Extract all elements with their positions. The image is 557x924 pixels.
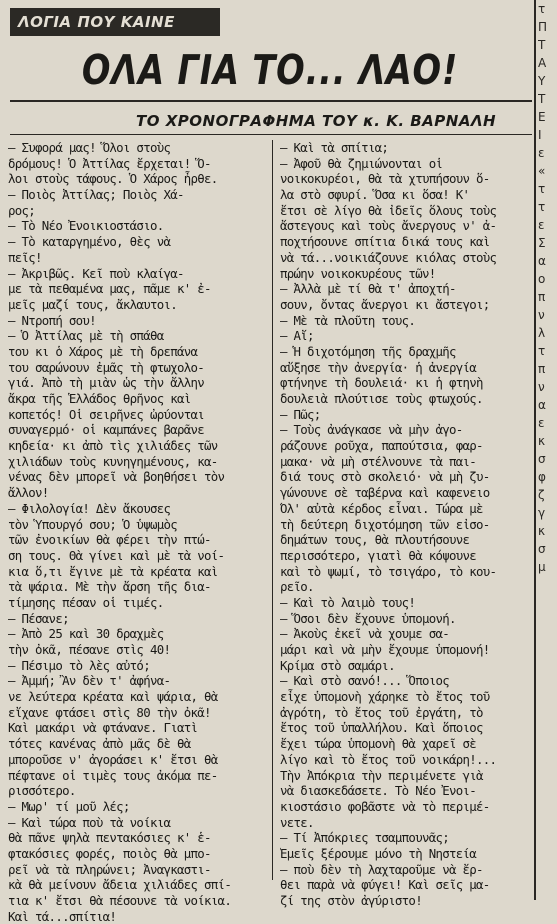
article-line: κηδεία· κι ἀπὸ τὶς χιλιάδες τῶν <box>8 438 218 454</box>
article-line: χιλιάδων τοὺς κυνηγημένους, κα- <box>8 453 218 469</box>
article-line: ράζουνε ροῦχα, παπούτσια, φαρ- <box>280 438 483 454</box>
article-line: Καὶ τά...σπίτια! <box>8 908 117 924</box>
article-line: — Πέσανε; <box>8 610 69 626</box>
adjacent-column-fragment <box>538 0 557 900</box>
article-line: — Ἀφοῦ θὰ ζημιώνονται οἱ <box>280 155 443 171</box>
adjacent-column-char: ο <box>538 272 546 286</box>
adjacent-column-char: ε <box>538 218 545 232</box>
article-line: τῶν ἐνοικίων θὰ φέρει τὴν πτώ- <box>8 532 211 548</box>
article-line: δρόμους! Ὁ Ἀττίλας ἔρχεται! Ὅ- <box>8 155 211 171</box>
left-text-column <box>8 140 270 924</box>
article-line: ἔτος τοῦ ὑπαλλήλου. Καὶ ὅποιος <box>280 720 483 736</box>
article-line: κοπετός! Οἱ σειρῆνες ὠρύονται <box>8 406 205 422</box>
article-line: τὰ ψάρια. Μὲ τὴν ἄρση τῆς δια- <box>8 579 211 595</box>
article-line: ρος; <box>8 202 36 218</box>
article-line: νε λεύτερα κρέατα καὶ ψάρια, θὰ <box>8 689 218 705</box>
adjacent-column-char: φ <box>538 470 546 484</box>
article-line: μακα· νὰ μὴ στέλνουνε τὰ παι- <box>280 453 477 469</box>
headline-rule <box>10 100 532 102</box>
article-line: — ποὺ δὲν τὴ λαχταροῦμε νὰ ἔρ- <box>280 861 483 877</box>
adjacent-column-char: Υ <box>538 74 546 88</box>
article-line: συναγερμό· οἱ καμπάνες βαρᾶνε <box>8 422 205 438</box>
adjacent-column-char: ε <box>538 416 545 430</box>
adjacent-column-char: « <box>538 164 546 178</box>
article-line: τια κ' ἔτσι θὰ πέσουνε τὰ νοίκια. <box>8 893 232 908</box>
article-line: — Τοὺς ἀνάγκασε νὰ μὴν ἀγο- <box>280 422 463 438</box>
article-line: με τὰ πεθαμένα μας, πᾶμε κ' ἐ- <box>8 281 211 297</box>
article-line: — Μὲ τὰ πλοῦτη τους. <box>280 312 416 328</box>
article-line: — Καὶ τὸ λαιμὸ τους! <box>280 594 416 610</box>
adjacent-column-char: Σ <box>538 236 546 250</box>
article-line: φτήνηνε τὴ δουλειά· κι ἡ φτηνὴ <box>280 375 483 391</box>
article-line: — Ἀκοὺς ἐκεῖ νὰ χουμε σα- <box>280 626 449 642</box>
adjacent-column-char: Τ <box>538 38 546 52</box>
adjacent-column-char: Π <box>538 20 548 34</box>
adjacent-column-char: α <box>538 398 546 412</box>
article-line: φτακόσιες φορές, ποιὸς θὰ μπο- <box>8 845 211 861</box>
adjacent-column-char: Α <box>538 56 547 70</box>
article-line: εἶχε ὑπομονὴ χάρηκε τὸ ἔτος τοῦ <box>280 689 490 705</box>
article-line: — Ντροπή σου! <box>8 312 96 328</box>
article-line: — Ἡ διχοτόμηση τῆς δραχμῆς <box>280 343 456 359</box>
article-line: πεῖς! <box>8 249 42 265</box>
article-line: ρισσότερο. <box>8 783 76 799</box>
article-line: — Ὅσοι δὲν ἔχουνε ὑπομονή. <box>280 610 456 626</box>
adjacent-column-char: μ <box>538 560 546 574</box>
article-line: — Ὁ Ἀττίλας μὲ τὴ σπάθα <box>8 328 164 344</box>
right-text-column <box>280 140 532 909</box>
article-line: μάρι καὶ νὰ μὴν ἔχουμε ὑπομονή! <box>280 642 490 657</box>
article-line: — Τί Ἀπόκριες τσαμπουνᾶς; <box>280 830 449 846</box>
article-line: — Καὶ στὸ σανό!... Ὅποιος <box>280 673 449 689</box>
article-line: — Ἀμμή; Ἂν δὲν τ' ἀφήνα- <box>8 673 171 689</box>
adjacent-column-char: σ <box>538 542 546 556</box>
article-line: τὴν ὀκᾶ, πέσανε στὶς 40! <box>8 642 171 657</box>
adjacent-column-char: κ <box>538 524 546 538</box>
article-line: ἄλλον! <box>8 485 49 501</box>
article-line: περισσότερο, γιατὶ θὰ κόψουνε <box>280 547 477 563</box>
article-line: τὴ δεύτερη διχοτόμηση τῶν εἰσο- <box>280 516 490 532</box>
adjacent-column-char: κ <box>538 434 546 448</box>
subhead-rule <box>10 134 532 135</box>
article-line: — Πῶς; <box>280 406 321 422</box>
adjacent-column-char: γ <box>538 506 546 520</box>
article-line: του σαρώνουν ἐμᾶς τὴ φτωχολο- <box>8 359 205 375</box>
article-line: πρώην νοικοκυρέους τῶν! <box>280 265 436 281</box>
article-line: — Καὶ τὰ σπίτια; <box>280 140 389 155</box>
adjacent-column-char: ν <box>538 308 545 322</box>
article-line: ρεῖ νὰ τὰ πληρώνει; Ἀναγκαστι- <box>8 861 211 877</box>
article-line: του κι ὁ Χάρος μὲ τὴ δρεπάνα <box>8 343 198 359</box>
adjacent-column-char: τ <box>538 200 546 214</box>
column-rubric: ΛΟΓΙΑ ΠΟΥ ΚΑΙΝΕ <box>10 8 220 36</box>
article-line: σουν, ὄντας ἄνεργοι κι ἄστεγοι; <box>280 296 490 312</box>
article-line: θὰ πᾶνε ψηλὰ πεντακόσιες κ' ἑ- <box>8 830 211 846</box>
article-line: δουλειὰ πλούτισε τοὺς φτωχούς. <box>280 391 483 406</box>
article-line: εἴχανε φτάσει στὶς 80 τὴν ὀκᾶ! <box>8 704 211 720</box>
article-line: ση τους. Θὰ γίνει καὶ μὲ τὰ νοί- <box>8 547 225 563</box>
adjacent-column-char: σ <box>538 452 546 466</box>
article-line: ἔτσι σὲ λίγο θὰ ἰδεῖς ὅλους τοὺς <box>280 202 497 218</box>
article-line: ποχτήσουνε σπίτια δικά τους καὶ <box>280 234 490 250</box>
article-line: ἄκρα τῆς Ἑλλάδος θρῆνος καὶ <box>8 391 191 406</box>
article-line: ἀγρότη, τὸ ἔτος τοῦ ἐργάτη, τὸ <box>280 704 483 720</box>
article-line: καὶ τὸ ψωμί, τὸ τσιγάρο, τὸ κου- <box>280 563 497 579</box>
article-line: — Φιλολογία! Δὲν ἄκουσες <box>8 500 171 516</box>
article-line: γιά. Ἀπὸ τὴ μιὰν ὡς τὴν ἄλλην <box>8 375 205 391</box>
article-line: ζί της στὸν ἀγύριστο! <box>280 893 422 908</box>
article-line: νένας δὲν μπορεῖ νὰ βοηθήσει τὸν <box>8 469 225 485</box>
adjacent-column-char: α <box>538 254 546 268</box>
article-line: νοικοκυρέοι, θὰ τὰ χτυπήσουν ὅ- <box>280 171 490 187</box>
adjacent-column-char: Ε <box>538 110 546 124</box>
article-line: κιοστάσιο φοβᾶστε νὰ τὸ περιμέ- <box>280 798 490 814</box>
article-line: μεῖς μαζί τους, ἄκλαυτοι. <box>8 296 177 312</box>
article-line: νὰ διασκεδάσετε. Τὸ Νέο Ἐνοι- <box>280 783 477 799</box>
adjacent-column-char: Ι <box>538 128 542 142</box>
article-line: Τὴν Ἀπόκρια τὴν περιμένετε γιὰ <box>280 767 483 783</box>
article-line: γώνουνε σὲ ταβέρνα καὶ καφενειο <box>280 485 490 501</box>
article-line: — Αἴ; <box>280 328 314 344</box>
article-line: — Καὶ τώρα ποὺ τὰ νοίκια <box>8 814 171 830</box>
article-line: τίμησης πέσαν οἱ τιμές. <box>8 594 164 610</box>
article-line: πέφτανε οἱ τιμὲς τους ἀκόμα πε- <box>8 767 218 783</box>
article-line: δημάτων τους, θὰ πλουτήσουνε <box>280 532 470 548</box>
article-line: Ὅλ' αὐτὰ κέρδος εἶναι. Τώρα μὲ <box>280 500 483 516</box>
adjacent-column-char: π <box>538 362 546 376</box>
subheadline: ΤΟ ΧΡΟΝΟΓΡΑΦΗΜΑ ΤΟΥ κ. Κ. ΒΑΡΝΑΛΗ <box>136 112 497 130</box>
adjacent-column-char: τ <box>538 2 546 16</box>
article-line: θει παρὰ νὰ φύγει! Καὶ σεῖς μα- <box>280 877 490 893</box>
adjacent-column-char: ε <box>538 146 545 160</box>
article-line: — Συφορά μας! Ὅλοι στοὺς <box>8 140 171 155</box>
article-line: — Ποιὸς Ἀττίλας; Ποιὸς Χά- <box>8 187 184 203</box>
adjacent-column-char: λ <box>538 326 546 340</box>
adjacent-column-char: π <box>538 290 546 304</box>
article-line: — Ἀκριβῶς. Κεῖ ποὺ κλαίγα- <box>8 265 184 281</box>
article-line: Καὶ μακάρι νὰ φτάνανε. Γιατὶ <box>8 720 198 736</box>
adjacent-column-char: τ <box>538 344 546 358</box>
article-line: νετε. <box>280 814 314 830</box>
adjacent-column-char: τ <box>538 182 546 196</box>
article-line: λοι στοὺς τάφους. Ὁ Χάρος ἦρθε. <box>8 171 218 187</box>
article-line: λα στὸ σφυρί. Ὅσα κι ὅσα! Κ' <box>280 187 470 203</box>
article-line: νὰ τά...νοικιάζουνε κιόλας στοὺς <box>280 249 497 265</box>
article-line: τότες κανένας ἀπὸ μᾶς δὲ θὰ <box>8 736 191 752</box>
article-line: — Ἀλλὰ μὲ τί θὰ τ' ἀποχτή- <box>280 281 456 297</box>
page-gutter-line <box>534 0 536 900</box>
article-line: Κρίμα στὸ σαμάρι. <box>280 657 395 673</box>
article-line: κια ὅ,τι ἔγινε μὲ τὰ κρέατα καὶ <box>8 563 218 579</box>
article-line: ἄστεγους καὶ τοὺς ἄνεργους ν' ἀ- <box>280 218 497 234</box>
article-line: τὸν Ὑπουργό σου; Ὁ ὑψωμὸς <box>8 516 177 532</box>
adjacent-column-char: ν <box>538 380 545 394</box>
article-line: μποροῦσε ν' ἀγοράσει κ' ἔτσι θὰ <box>8 751 218 767</box>
article-line: — Τὸ Νέο Ἐνοικιοστάσιο. <box>8 218 164 234</box>
article-line: ἔχει τώρα ὑπομονὴ θὰ χαρεῖ σὲ <box>280 736 477 752</box>
article-line: διά τους στὸ σκολειό· νὰ μὴ ζυ- <box>280 469 490 485</box>
headline: ΟΛΑ ΓΙΑ ΤΟ... ΛΑΟ! <box>81 46 459 94</box>
article-line: λίγο καὶ τὸ ἔτος τοῦ νοικάρη!... <box>280 751 497 767</box>
article-line: — Πέσιμο τὸ λὲς αὐτό; <box>8 657 150 673</box>
article-line: αὔξησε τὴν ἀνεργία· ἡ ἀνεργία <box>280 359 477 375</box>
column-divider <box>272 140 273 880</box>
article-line: κὰ θὰ μείνουν ἄδεια χιλιάδες σπί- <box>8 877 232 893</box>
adjacent-column-char: ζ <box>538 488 545 502</box>
article-line: — Τὸ καταργημένο, θὲς νὰ <box>8 234 171 250</box>
article-line: — Ἀπὸ 25 καὶ 30 δραχμὲς <box>8 626 164 642</box>
adjacent-column-char: Τ <box>538 92 546 106</box>
article-line: Ἐμεῖς ξέρουμε μόνο τὴ Νηστεία <box>280 845 477 861</box>
article-line: ρεῖο. <box>280 579 314 595</box>
article-line: — Μωρ' τί μοῦ λές; <box>8 798 130 814</box>
